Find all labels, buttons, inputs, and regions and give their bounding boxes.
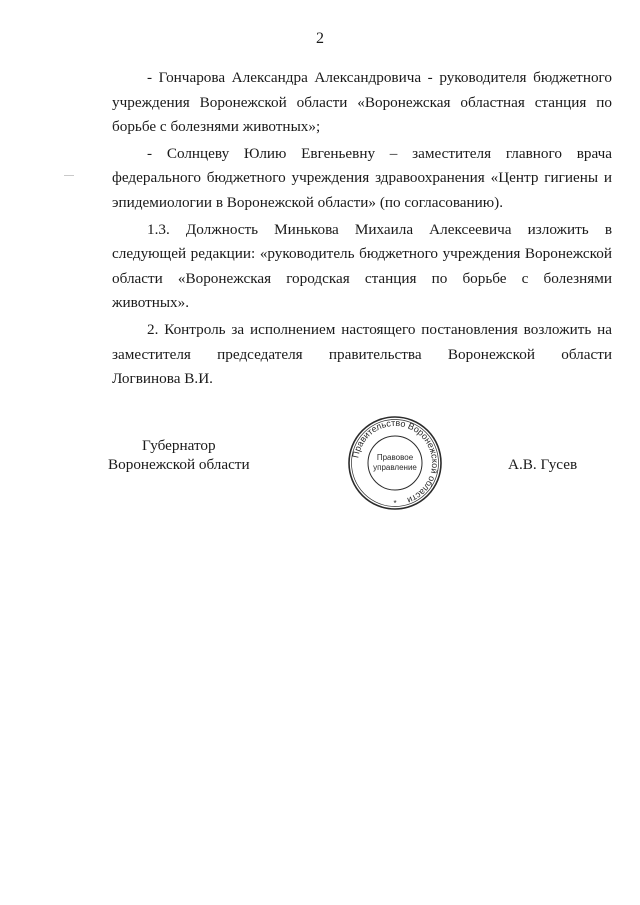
seal-ring-textpath: Правительство Воронежской области <box>350 417 441 506</box>
signature-title-line2: Воронежской области <box>108 456 250 473</box>
seal-center-line2: управление <box>373 463 417 472</box>
seal-star: * <box>393 499 397 508</box>
signature-title <box>108 436 250 474</box>
signatory-name: А.В. Гусев <box>508 456 578 473</box>
seal-graphic <box>345 413 445 513</box>
margin-mark <box>64 175 74 176</box>
paragraph-control-continuation: Логвинова В.И. <box>112 370 213 388</box>
document-body <box>112 66 612 394</box>
paragraph-goncharov: - Гончарова Александра Александровича - руководителя бюджетного учреждения Воронежской области «Воронежская областная станция по борьбе с болезнями животных»; <box>112 69 612 136</box>
signature-title-line1: Губернатор <box>142 437 216 454</box>
paragraph-control: 2. Контроль за исполнением настоящего постановления возложить на заместителя председателя правительства Воронежской области <box>112 320 612 363</box>
paragraph-minkov: 1.3. Должность Минькова Михаила Алексеевича изложить в следующей редакции: «руководитель бюджетного учреждения Воронежской области «Воронежская городская станция по борьбе с болезнями животных». <box>112 220 612 312</box>
paragraph-solntseva: - Солнцеву Юлию Евгеньевну – заместителя главного врача федерального бюджетного учреждения здравоохранения «Центр гигиены и эпидемиологии в Воронежской области» (по согласованию). <box>112 144 612 211</box>
seal-center-line1: Правовое <box>376 453 414 462</box>
page-number: 2 <box>316 30 324 47</box>
official-seal <box>345 413 445 513</box>
